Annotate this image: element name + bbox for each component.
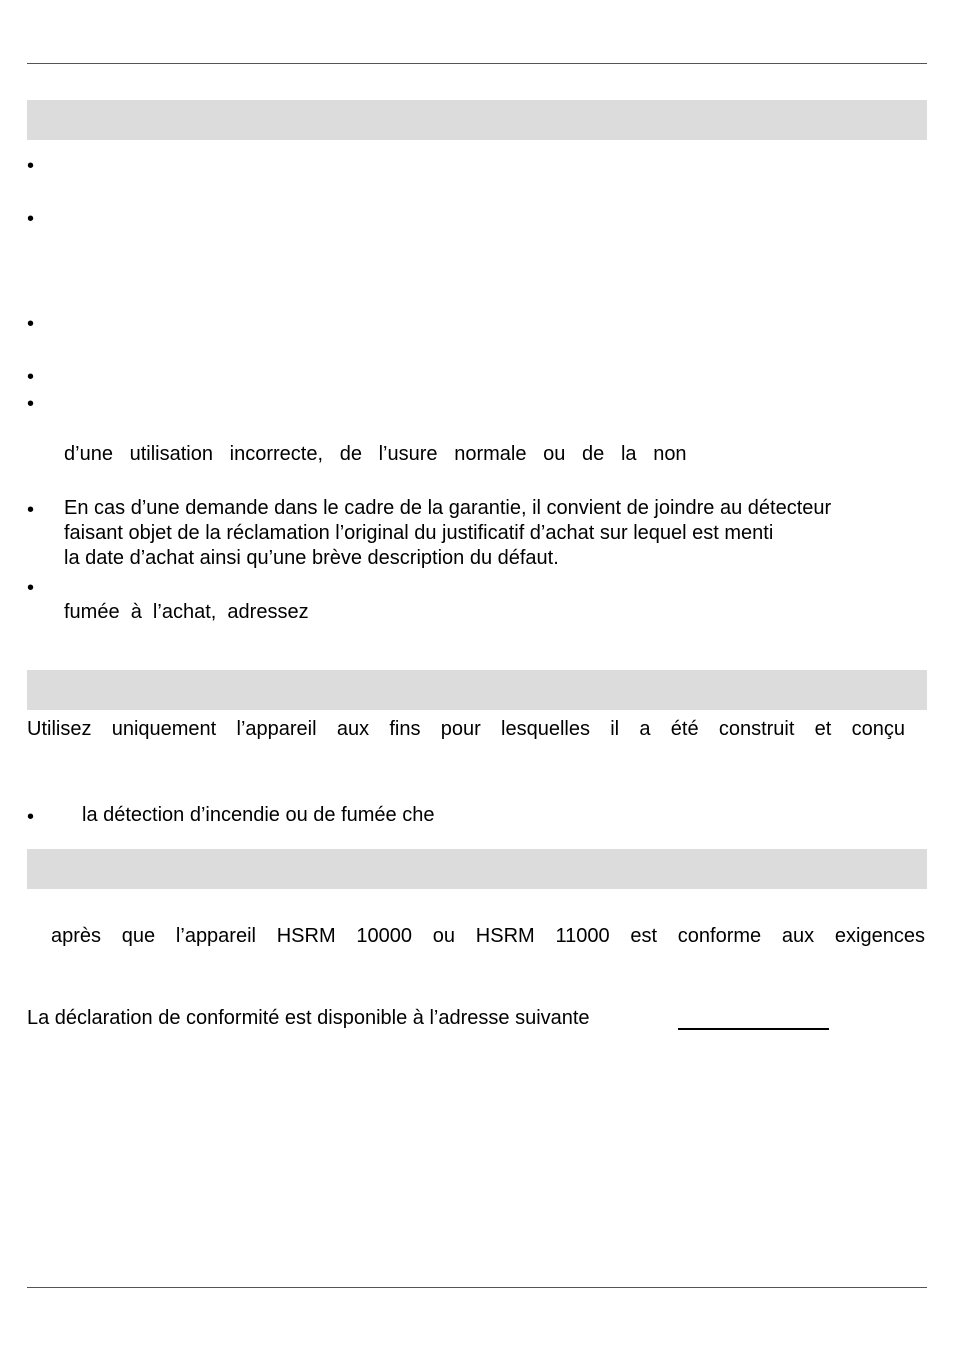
bullet-4: • <box>27 366 35 388</box>
bullet-8: • <box>27 806 35 828</box>
bullet-2: • <box>27 208 35 230</box>
bullet-5: • <box>27 393 35 415</box>
footer-rule <box>27 1287 927 1288</box>
section-heading-intended-use <box>27 670 927 710</box>
declaration-address-link[interactable] <box>678 1028 829 1030</box>
bullet-3: • <box>27 313 35 335</box>
warranty-claim-line-3: la date d’achat ainsi qu’une brève description du défaut. <box>64 547 559 569</box>
warranty-usure-line: d’une utilisation incorrecte, de l’usure normale ou de la non <box>64 443 687 465</box>
warranty-return-line: fumée à l’achat, adressez <box>64 601 309 623</box>
bullet-7: • <box>27 577 35 599</box>
declaration-availability: La déclaration de conformité est disponible à l’adresse suivante <box>27 1007 590 1029</box>
declaration-conformity: après que l’appareil HSRM 10000 ou HSRM 11000 est conforme aux exigences <box>51 925 925 947</box>
intended-use-intro: Utilisez uniquement l’appareil aux fins pour lesquelles il a été construit et conçu <box>27 718 905 740</box>
intended-use-bullet-text: la détection d’incendie ou de fumée che <box>82 804 435 826</box>
header-rule <box>27 63 927 64</box>
warranty-claim-line-1: En cas d’une demande dans le cadre de la garantie, il convient de joindre au détecteur <box>64 497 832 519</box>
section-heading-declaration <box>27 849 927 889</box>
bullet-6: • <box>27 499 35 521</box>
bullet-1: • <box>27 155 35 177</box>
section-heading-warranty <box>27 100 927 140</box>
warranty-claim-line-2: faisant objet de la réclamation l’original du justificatif d’achat sur lequel est menti <box>64 522 774 544</box>
